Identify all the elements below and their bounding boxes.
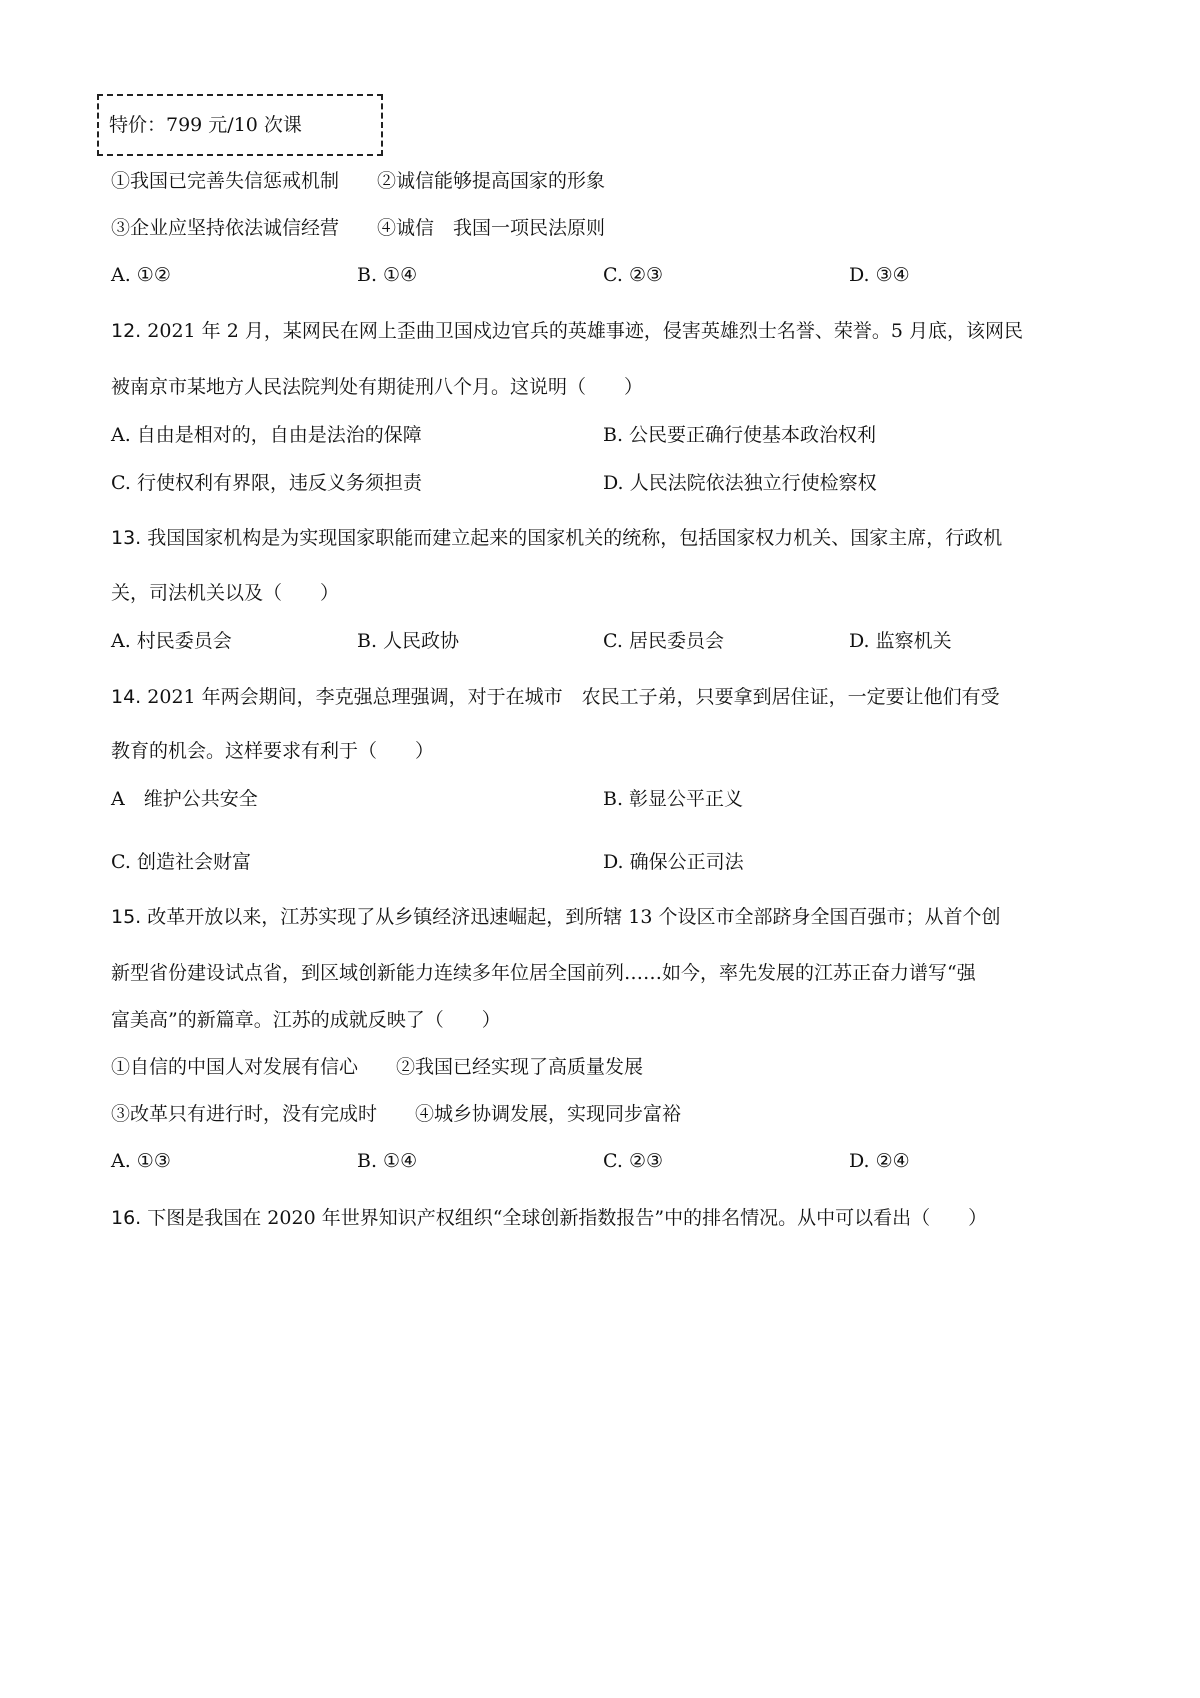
q11-option-c: C. ②③ <box>603 264 664 286</box>
q14-stem-line-1 <box>111 684 1000 710</box>
q12-number: 12. <box>111 320 142 342</box>
q15-stem-line-1 <box>111 904 1001 930</box>
q13-stem-line-2: 关，司法机关以及（ ） <box>111 582 340 604</box>
q13-stem-text-1: 我国国家机构是为实现国家职能而建立起来的国家机关的统称，包括国家权力机关、国家主席，行政机 <box>147 527 1003 549</box>
q16-stem-line-1 <box>111 1205 987 1231</box>
q12-option-c: C. 行使权利有界限，违反义务须担责 <box>111 472 422 494</box>
q13-stem-line-1 <box>111 525 1002 551</box>
q15-option-c: C. ②③ <box>603 1150 664 1172</box>
q11-statement-row-1: ①我国已完善失信惩戒机制 ②诚信能够提高国家的形象 <box>111 170 606 192</box>
q12-stem-line-1 <box>111 318 1023 344</box>
q14-stem-text-1: 2021 年两会期间，李克强总理强调，对于在城市 农民工子弟，只要拿到居住证，一定要让他们有受 <box>147 686 1000 708</box>
q14-stem-line-2: 教育的机会。这样要求有利于（ ） <box>111 740 435 762</box>
q15-option-b: B. ①④ <box>357 1150 418 1172</box>
q12-stem-text-1: 2021 年 2 月，某网民在网上歪曲卫国戍边官兵的英雄事迹，侵害英雄烈士名誉、荣誉。5 月底，该网民 <box>147 320 1023 342</box>
q12-option-b: B. 公民要正确行使基本政治权利 <box>603 424 877 446</box>
q14-option-d: D. 确保公正司法 <box>603 851 744 873</box>
q15-statement-row-2: ③改革只有进行时，没有完成时 ④城乡协调发展，实现同步富裕 <box>111 1103 682 1125</box>
q14-option-c: C. 创造社会财富 <box>111 851 251 873</box>
q16-number: 16. <box>111 1207 142 1229</box>
q14-option-a: A 维护公共安全 <box>111 788 258 810</box>
q15-statement-row-1: ①自信的中国人对发展有信心 ②我国已经实现了高质量发展 <box>111 1056 644 1078</box>
q13-option-a: A. 村民委员会 <box>111 630 232 652</box>
q15-number: 15. <box>111 906 142 928</box>
q13-option-d: D. 监察机关 <box>849 630 952 652</box>
q14-number: 14. <box>111 686 142 708</box>
q15-stem-line-3: 富美高”的新篇章。江苏的成就反映了（ ） <box>111 1009 501 1031</box>
q16-stem-text-1: 下图是我国在 2020 年世界知识产权组织“全球创新指数报告”中的排名情况。从中可以看出（ ） <box>147 1207 988 1229</box>
q15-option-a: A. ①③ <box>111 1150 171 1172</box>
q13-number: 13. <box>111 527 142 549</box>
q14-option-b: B. 彰显公平正义 <box>603 788 744 810</box>
special-price-text: 特价：799 元/10 次课 <box>109 114 302 136</box>
q12-option-a: A. 自由是相对的，自由是法治的保障 <box>111 424 422 446</box>
q15-stem-text-1: 改革开放以来，江苏实现了从乡镇经济迅速崛起，到所辖 13 个设区市全部跻身全国百强市；从首个创 <box>147 906 1001 928</box>
q11-option-a: A. ①② <box>111 264 171 286</box>
special-price-box <box>97 94 383 156</box>
q11-statement-row-2: ③企业应坚持依法诚信经营 ④诚信 我国一项民法原则 <box>111 217 606 239</box>
q11-option-b: B. ①④ <box>357 264 418 286</box>
q13-option-c: C. 居民委员会 <box>603 630 724 652</box>
q13-option-b: B. 人民政协 <box>357 630 460 652</box>
q15-stem-line-2: 新型省份建设试点省，到区域创新能力连续多年位居全国前列……如今，率先发展的江苏正奋力谱写“强 <box>111 962 976 984</box>
q12-option-d: D. 人民法院依法独立行使检察权 <box>603 472 877 494</box>
q15-option-d: D. ②④ <box>849 1150 910 1172</box>
q12-stem-line-2: 被南京市某地方人民法院判处有期徒刑八个月。这说明（ ） <box>111 376 644 398</box>
q11-option-d: D. ③④ <box>849 264 910 286</box>
